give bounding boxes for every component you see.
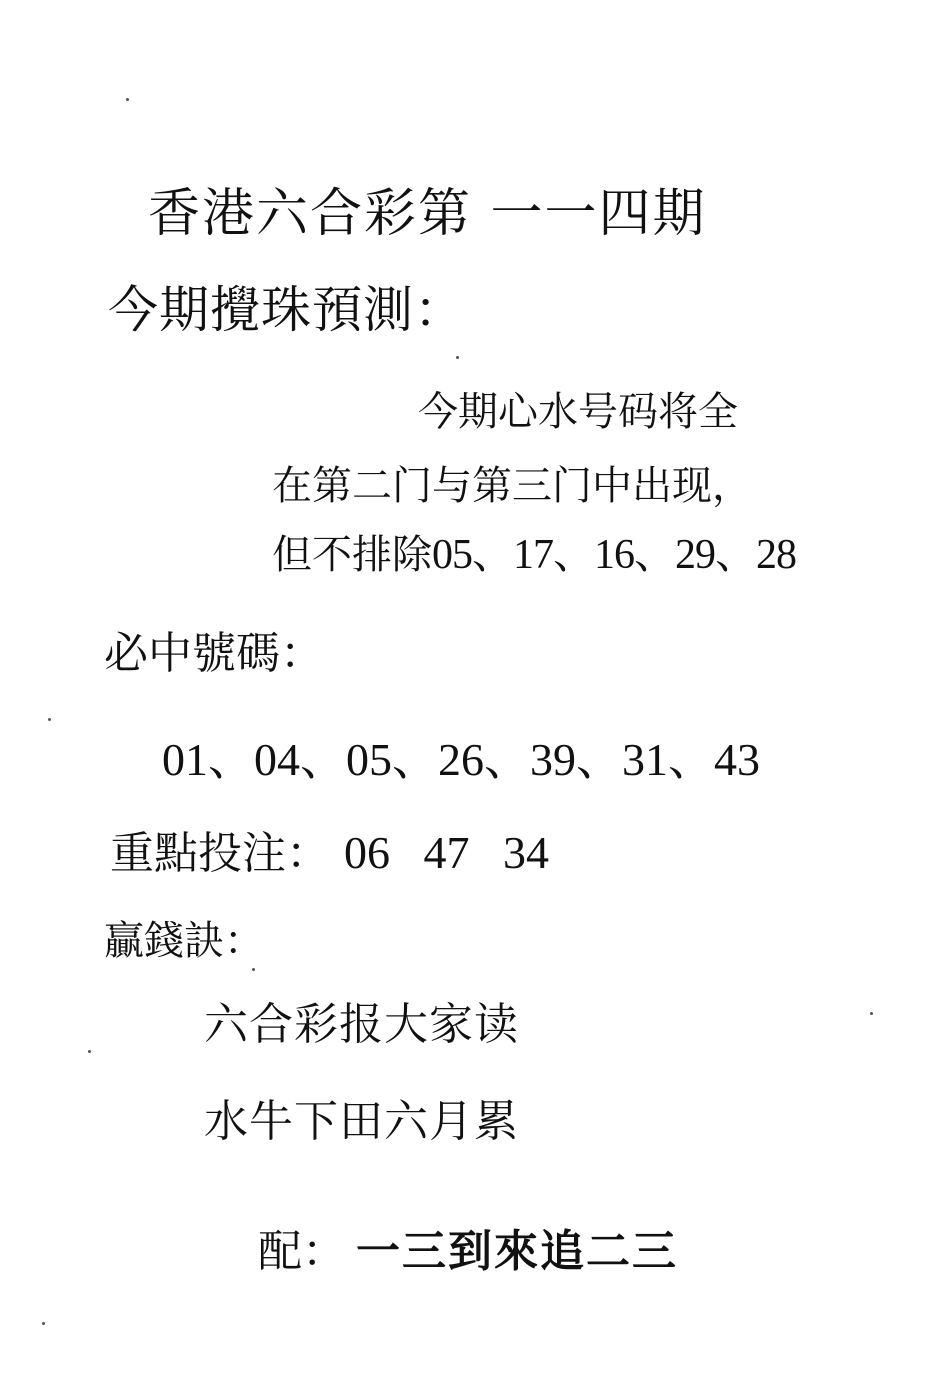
focus-bet-numbers: 06 47 34 <box>344 827 549 878</box>
win-tip-line-1: 六合彩报大家读 <box>204 999 519 1050</box>
forecast-note-line-3 <box>272 534 796 576</box>
must-hit-heading: 必中號碼： <box>104 628 324 679</box>
forecast-excluded-numbers: 05、17、16、29、28 <box>432 532 797 578</box>
scan-speck <box>252 968 255 971</box>
pair-label: 配： <box>258 1226 346 1277</box>
focus-bet-label: 重點投注： <box>110 828 330 879</box>
focus-bet-row <box>110 827 549 879</box>
pair-row <box>258 1226 678 1277</box>
win-tip-line-2: 水牛下田六月累 <box>204 1096 519 1147</box>
must-hit-numbers: 01、04、05、26、39、31、43 <box>162 734 760 785</box>
scan-speck <box>48 718 51 721</box>
scan-speck <box>88 1050 91 1053</box>
page-title: 香港六合彩第 一一四期 <box>148 184 707 244</box>
pair-value: 一三到來追二三 <box>356 1226 678 1277</box>
forecast-note-line-2: 在第二门与第三门中出现， <box>272 463 752 509</box>
scan-speck <box>456 356 459 359</box>
forecast-note-line-1: 今期心水号码将全 <box>418 389 738 435</box>
win-tip-heading: 贏錢訣： <box>104 918 264 964</box>
scan-speck <box>126 98 129 101</box>
forecast-heading: 今期攪珠預測： <box>108 281 465 339</box>
forecast-note-prefix: 但不排除 <box>272 532 432 578</box>
scan-speck <box>42 1322 45 1325</box>
scan-speck <box>870 1012 873 1015</box>
